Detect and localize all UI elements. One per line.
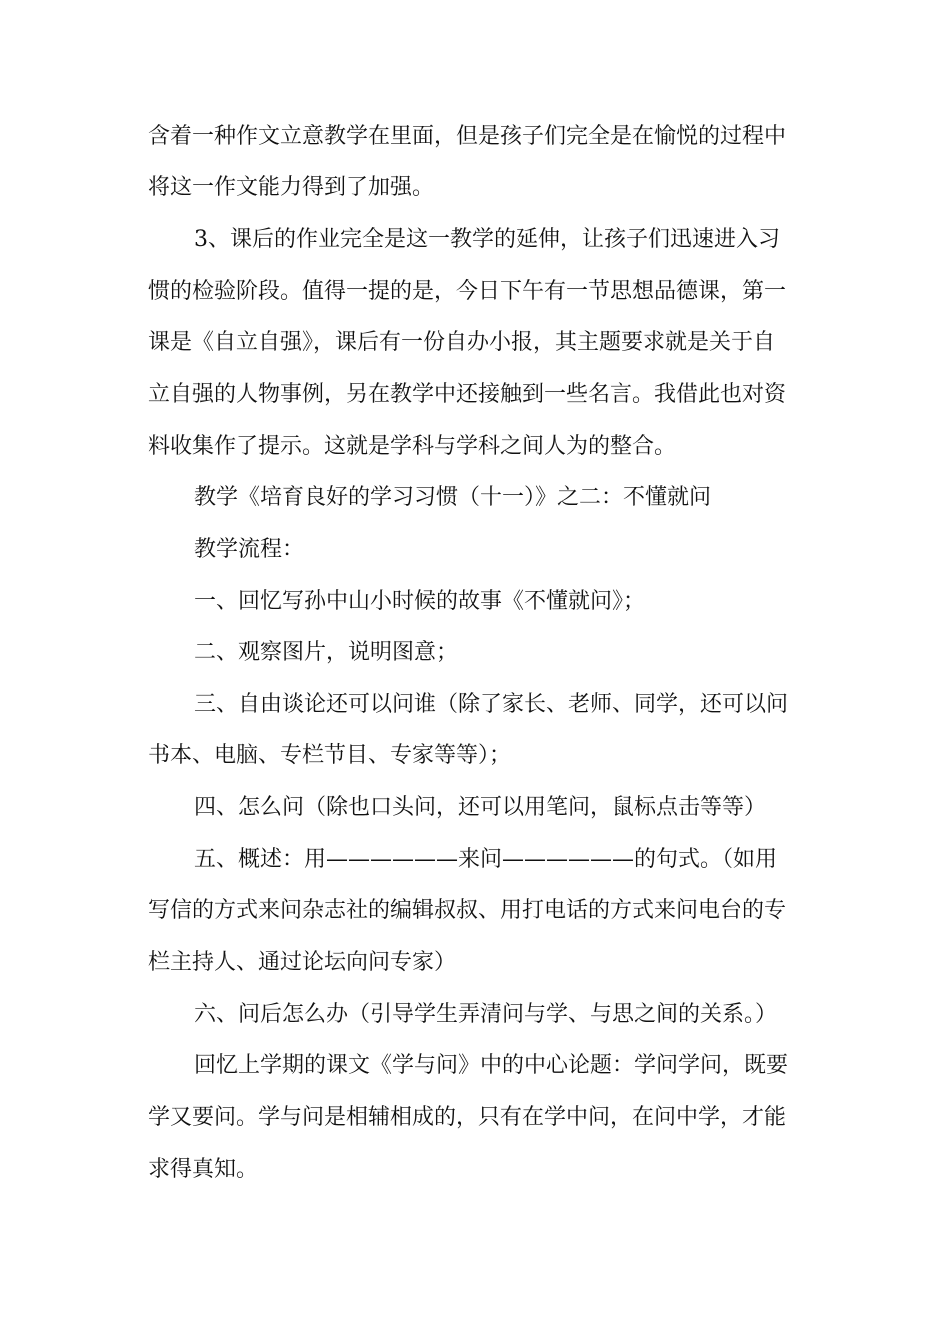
text-line: 写信的方式来问杂志社的编辑叔叔、用打电话的方式来问电台的专 [148,898,787,923]
list-item: 四、怎么问（除也口头问，还可以用笔问，鼠标点击等等） [194,795,767,820]
list-item: 六、问后怎么办（引导学生弄清问与学、与思之间的关系。） [194,1002,778,1027]
list-item: 三、自由谈论还可以问谁（除了家长、老师、同学，还可以问 [194,692,789,717]
text-line: 课是《自立自强》，课后有一份自办小报，其主题要求就是关于自 [148,330,776,355]
text-line: 含着一种作文立意教学在里面，但是孩子们完全是在愉悦的过程中 [148,124,787,149]
text-line: 料收集作了提示。这就是学科与学科之间人为的整合。 [148,434,677,459]
text-line: 惯的检验阶段。值得一提的是，今日下午有一节思想品德课，第一 [148,279,787,304]
list-item: 二、观察图片，说明图意； [194,640,459,665]
text-line: 立自强的人物事例，另在教学中还接触到一些名言。我借此也对资 [148,382,787,407]
text-line: 学又要问。学与问是相辅相成的，只有在学中问，在问中学，才能 [148,1105,787,1130]
text-line: 教学流程： [194,537,305,562]
list-item: 一、回忆写孙中山小时候的故事《不懂就问》； [194,589,646,614]
text-line: 求得真知。 [148,1157,259,1182]
text-line: 书本、电脑、专栏节目、专家等等）； [148,743,512,768]
text-line: 3、课后的作业完全是这一教学的延伸，让孩子们迅速进入习 [194,227,780,252]
text-line: 将这一作文能力得到了加强。 [148,175,435,200]
text-line: 栏主持人、通过论坛向问专家） [148,950,457,975]
list-item: 五、概述：用——————来问——————的句式。（如用 [194,847,778,872]
text-line: 回忆上学期的课文《学与问》中的中心论题：学问学问，既要 [194,1053,789,1078]
section-heading: 教学《培育良好的学习习惯（十一）》之二：不懂就问 [194,485,712,510]
